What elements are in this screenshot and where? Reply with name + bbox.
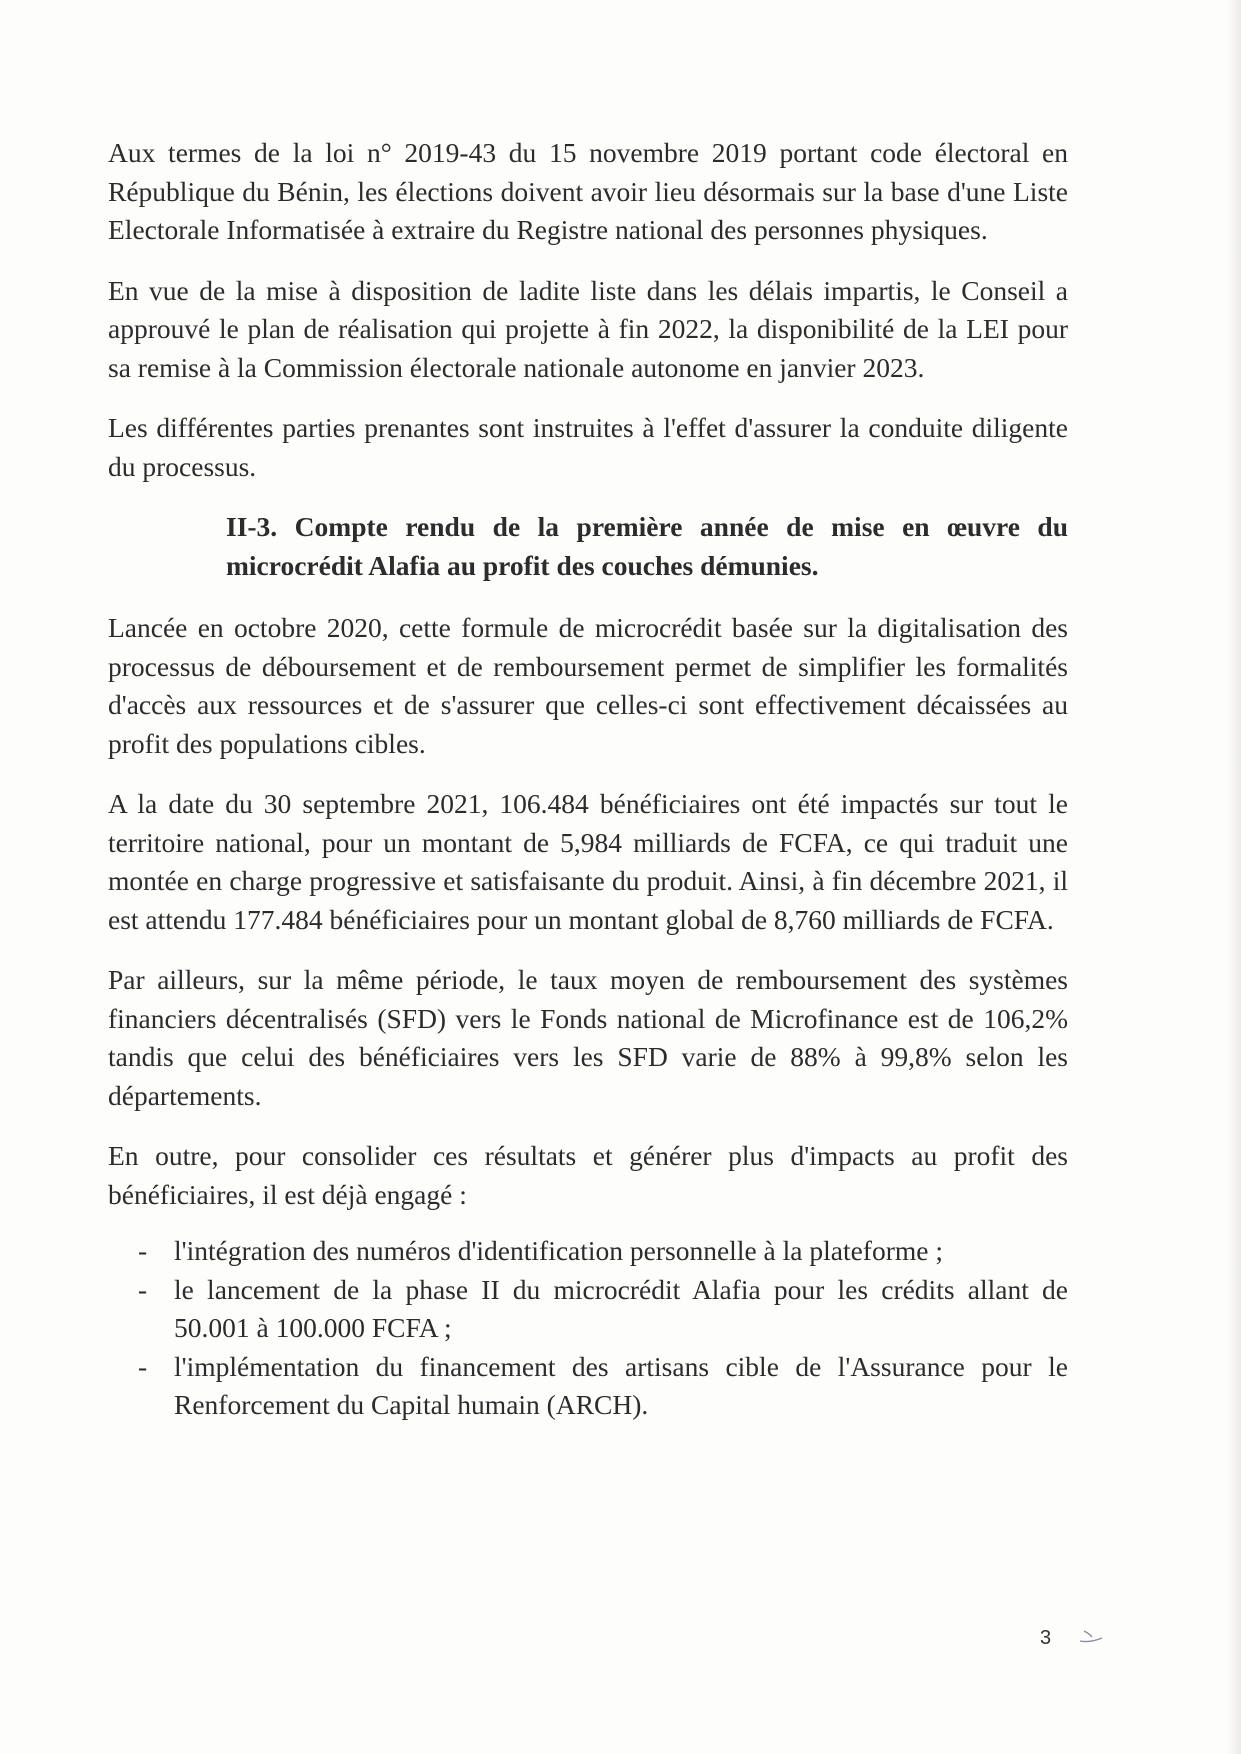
- handwritten-initial-mark: [1078, 1628, 1104, 1644]
- list-item-text: l'implémentation du financement des artisans cible de l'Assurance pour le Renforcement du Capital humain (ARCH).: [174, 1350, 1068, 1420]
- document-body: [108, 134, 1068, 1425]
- paragraph-repayment-rate: Par ailleurs, sur la même période, le taux moyen de remboursement des systèmes financiers décentralisés (SFD) vers le Fonds national de Microfinance est de 106,2% tandis que celui des bénéficiaires vers les SFD varie de 88% à 99,8% selon les départements.: [108, 964, 1068, 1111]
- paragraph-electoral-law: Aux termes de la loi n° 2019-43 du 15 novembre 2019 portant code électoral en République du Bénin, les élections doivent avoir lieu désormais sur la base d'une Liste Electorale Informatisée à extraire du Registre national des personnes physiques.: [108, 137, 1068, 245]
- paragraph-stakeholders: Les différentes parties prenantes sont instruites à l'effet d'assurer la conduite diligente du processus.: [108, 412, 1068, 482]
- list-item: [108, 1348, 1068, 1425]
- bullet-dash: -: [138, 1235, 148, 1266]
- bullet-dash: -: [138, 1350, 148, 1382]
- section-heading-ii-3: II-3. Compte rendu de la première année de mise en œuvre du microcrédit Alafia au profit des couches démunies.: [226, 511, 1068, 581]
- page-edge-shadow: [1227, 0, 1241, 1754]
- list-item-text: l'intégration des numéros d'identification personnelle à la plateforme ;: [174, 1235, 943, 1266]
- engagement-list: [108, 1232, 1068, 1425]
- bullet-dash: -: [138, 1273, 148, 1305]
- list-item: [108, 1271, 1068, 1348]
- page-number: 3: [1040, 1627, 1052, 1649]
- list-item: [108, 1232, 1068, 1271]
- paragraph-microcredit-launch: Lancée en octobre 2020, cette formule de microcrédit basée sur la digitalisation des processus de déboursement et de remboursement permet de simplifier les formalités d'accès aux ressources et de s'assurer que celles-ci sont effectivement décaissées au profit des populations cibles.: [108, 612, 1068, 759]
- paragraph-beneficiaries: A la date du 30 septembre 2021, 106.484 bénéficiaires ont été impactés sur tout le territoire national, pour un montant de 5,984 milliards de FCFA, ce qui traduit une montée en charge progressive et satisfaisante du produit. Ainsi, à fin décembre 2021, il est attendu 177.484 bénéficiaires pour un montant global de 8,760 milliards de FCFA.: [108, 788, 1068, 935]
- paragraph-list-availability: En vue de la mise à disposition de ladite liste dans les délais impartis, le Conseil a approuvé le plan de réalisation qui projette à fin 2022, la disponibilité de la LEI pour sa remise à la Commission électorale nationale autonome en janvier 2023.: [108, 274, 1068, 383]
- list-item-text: le lancement de la phase II du microcrédit Alafia pour les crédits allant de 50.001 à 100.000 FCFA ;: [174, 1273, 1068, 1343]
- paragraph-consolidation: En outre, pour consolider ces résultats et générer plus d'impacts au profit des bénéficiaires, il est déjà engagé :: [108, 1140, 1068, 1210]
